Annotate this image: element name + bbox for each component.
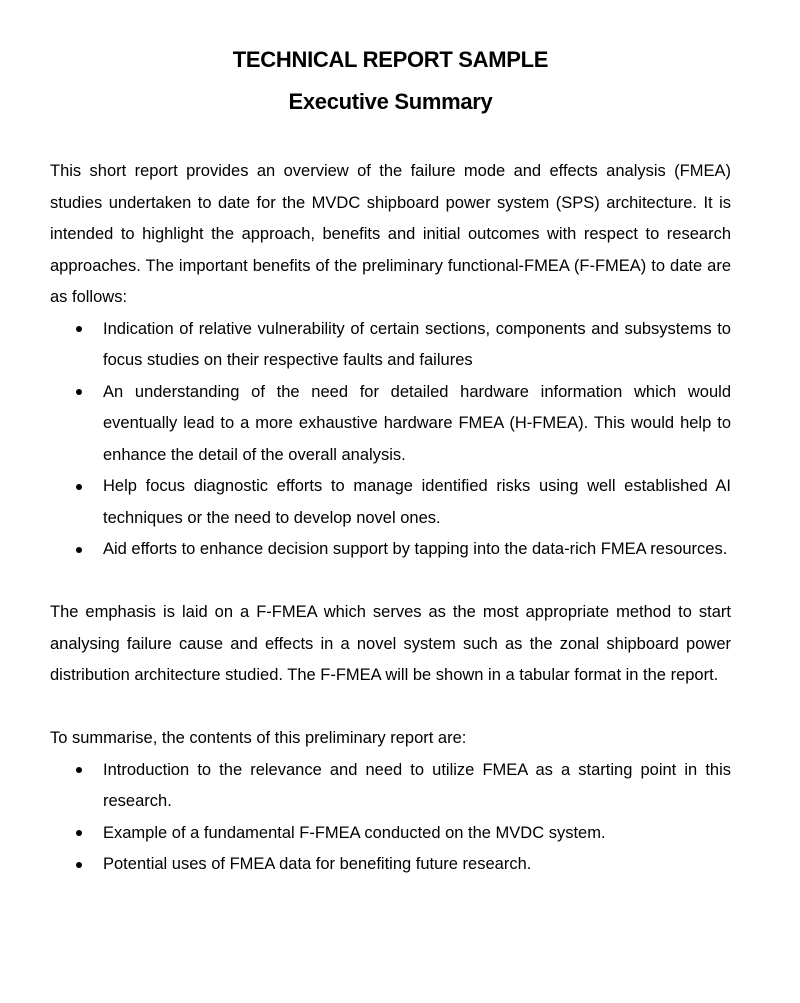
benefits-list <box>50 314 731 566</box>
bullet-icon <box>76 389 82 395</box>
intro-paragraph: This short report provides an overview of the failure mode and effects analysis (FMEA) studies undertaken to date for the MVDC shipboard power system (SPS) architecture. It is intended to highlight the approach, benefits and initial outcomes with respect to research approaches. The important benefits of the preliminary functional-FMEA (F-FMEA) to date are as follows: <box>50 162 731 306</box>
list-item-text: Potential uses of FMEA data for benefiting future research. <box>103 855 532 873</box>
bullet-icon <box>76 547 82 553</box>
list-item-text: Example of a fundamental F-FMEA conducted on the MVDC system. <box>103 823 606 842</box>
list-item <box>50 314 731 377</box>
list-item <box>50 377 731 472</box>
list-item <box>50 534 731 566</box>
bullet-icon <box>76 484 82 490</box>
bullet-icon <box>76 830 82 836</box>
document-page <box>50 44 731 881</box>
section-heading-executive-summary: Executive Summary <box>288 89 493 114</box>
report-title: TECHNICAL REPORT SAMPLE <box>232 47 549 72</box>
list-item-text: Indication of relative vulnerability of certain sections, components and subsystems to focus studies on their respective faults and failures <box>103 319 731 369</box>
contents-list <box>50 755 731 881</box>
summary-paragraph: To summarise, the contents of this preliminary report are: <box>50 729 467 747</box>
list-item <box>50 755 731 818</box>
bullet-icon <box>76 326 82 332</box>
emphasis-paragraph: The emphasis is laid on a F-FMEA which serves as the most appropriate method to start analysing failure cause and effects in a novel system such as the zonal shipboard power distribution architecture studied. The F-FMEA will be shown in a tabular format in the report. <box>50 603 731 684</box>
list-item-text: Aid efforts to enhance decision support by tapping into the data-rich FMEA resources. <box>103 540 728 558</box>
list-item-text: Introduction to the relevance and need to utilize FMEA as a starting point in this research. <box>103 760 731 810</box>
list-item <box>50 471 731 534</box>
bullet-icon <box>76 767 82 773</box>
list-item-text: An understanding of the need for detailed hardware information which would eventually lead to a more exhaustive hardware FMEA (H-FMEA). This would help to enhance the detail of the overall analysis. <box>103 382 731 464</box>
list-item-text: Help focus diagnostic efforts to manage identified risks using well established AI techniques or the need to develop novel ones. <box>103 477 731 527</box>
list-item <box>50 849 731 881</box>
bullet-icon <box>76 862 82 868</box>
list-item <box>50 818 731 850</box>
